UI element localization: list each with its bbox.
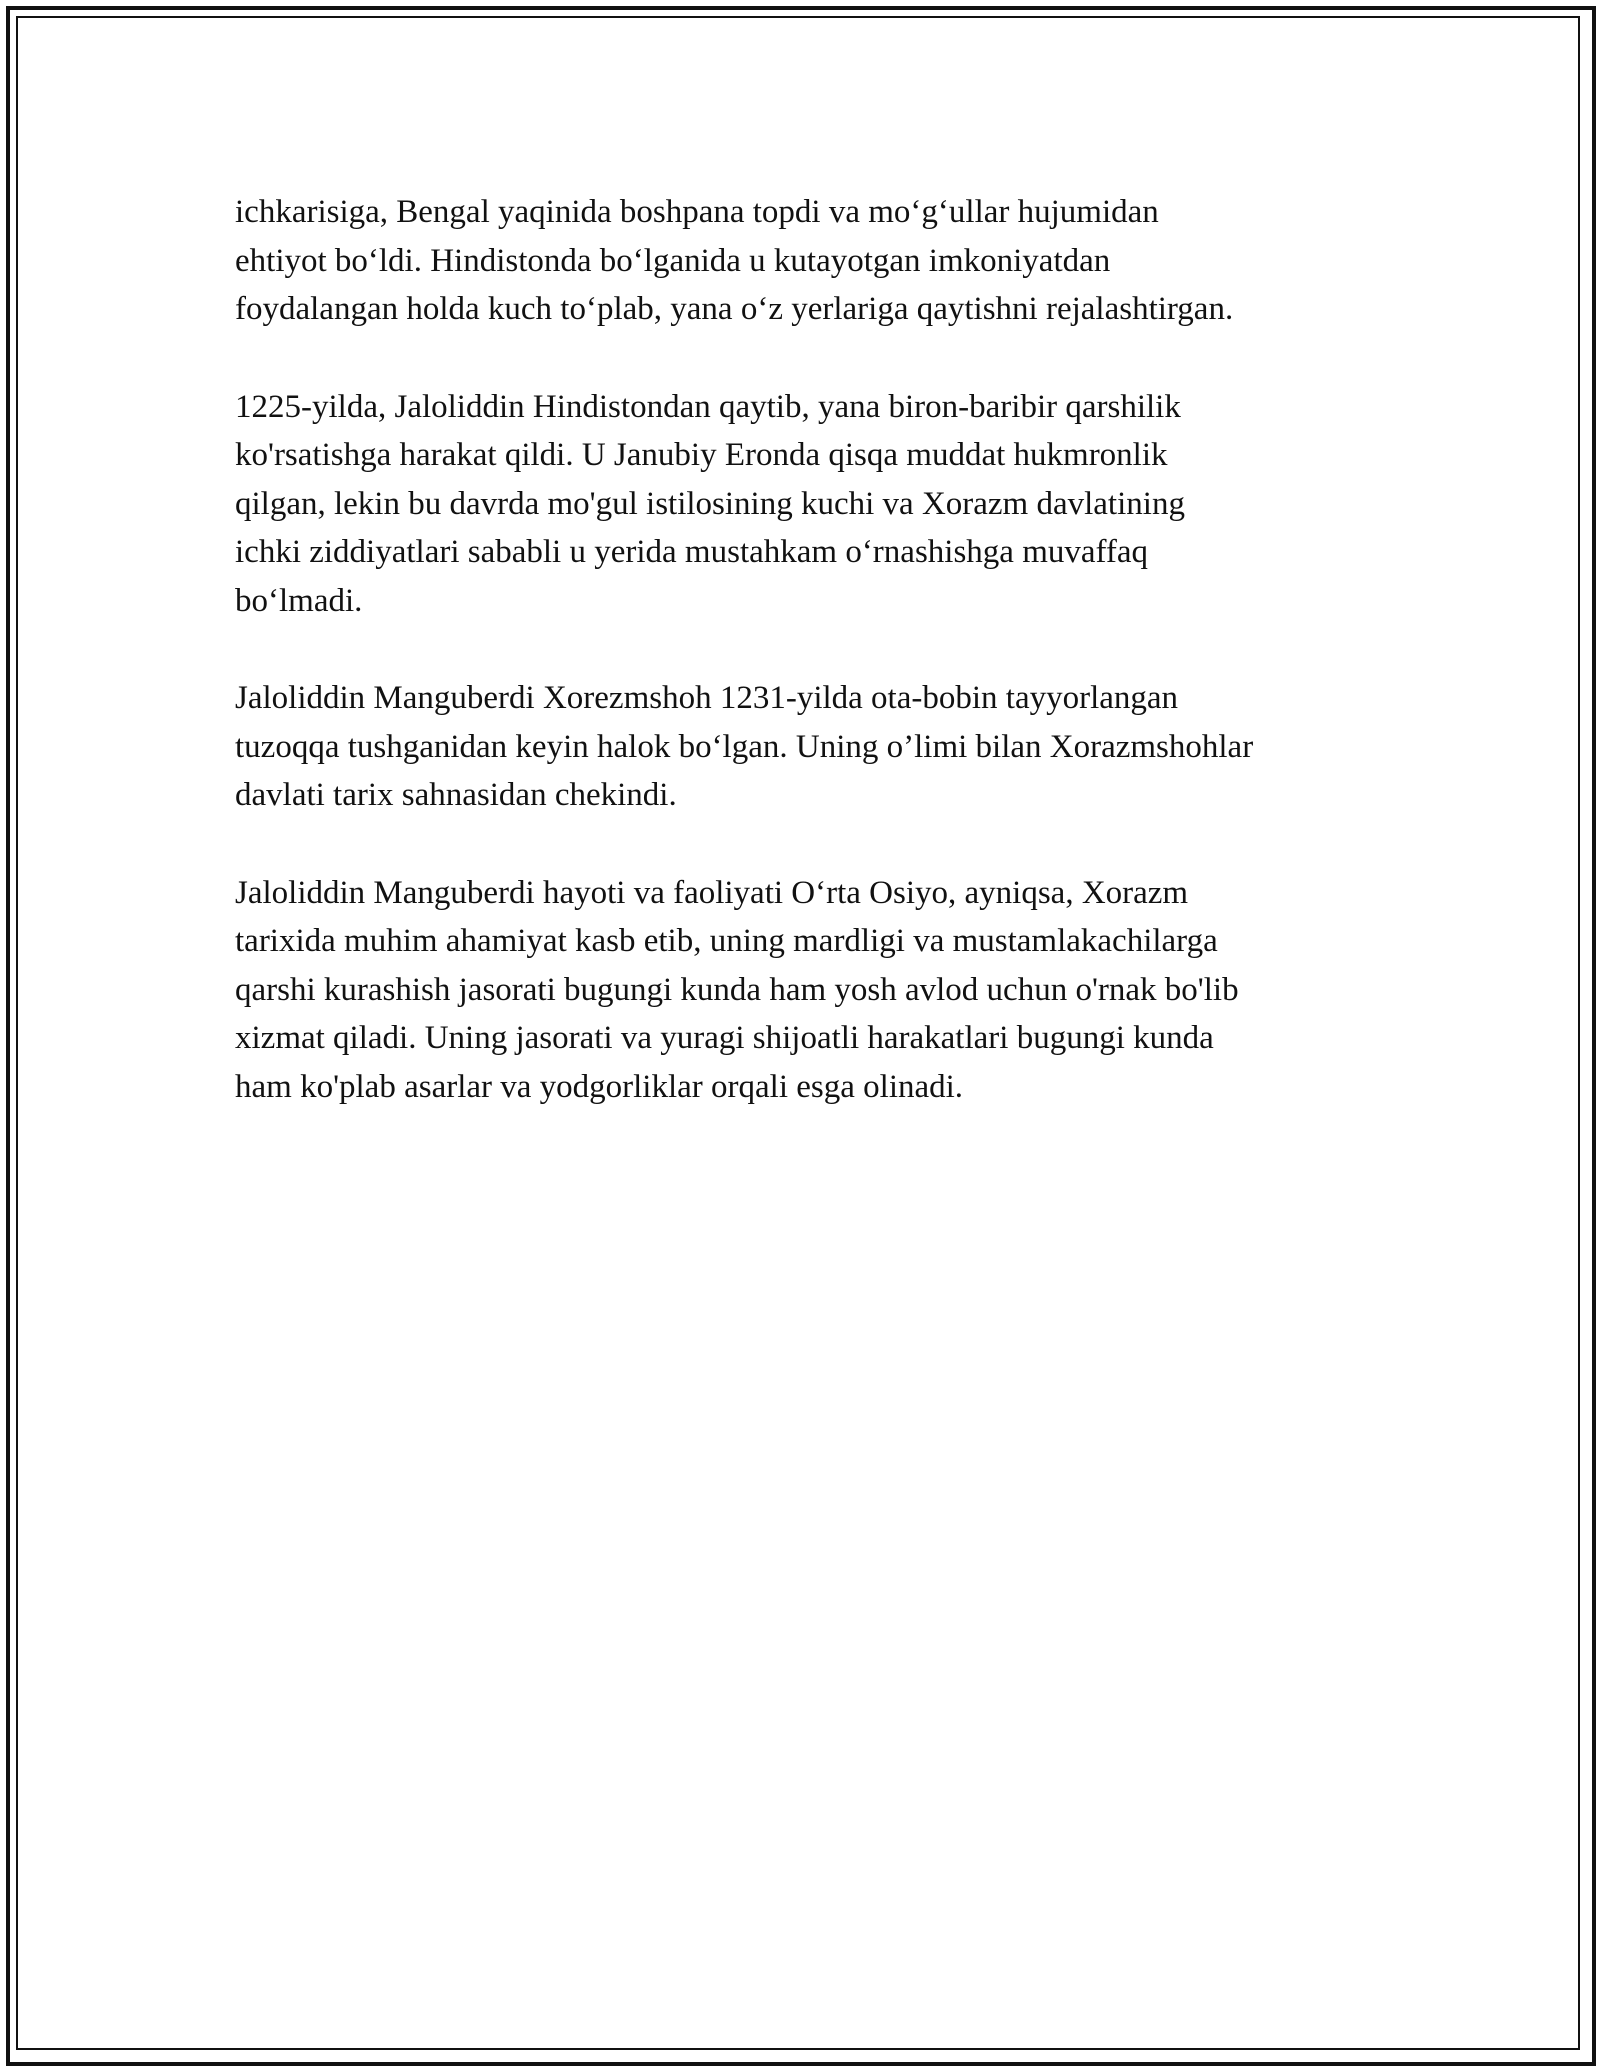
- document-body: [235, 188, 1375, 1160]
- paragraph-1: ichkarisiga, Bengal yaqinida boshpana topdi va mo‘g‘ullar hujumidan ehtiyot bo‘ldi. Hindistonda bo‘lganida u kutayotgan imkoniyatdan foydalangan holda kuch to‘plab, yana o‘z yerlariga qaytishni rejalashtirgan.: [235, 194, 1234, 327]
- paragraph-2: 1225-yilda, Jaloliddin Hindistondan qaytib, yana biron-baribir qarshilik ko'rsatishga harakat qildi. U Janubiy Eronda qisqa muddat hukmronlik qilgan, lekin bu davrda mo'gul istilosining kuchi va Xorazm davlatining ichki ziddiyatlari sababli u yerida mustahkam o‘rnashishga muvaffaq bo‘lmadi.: [235, 388, 1185, 619]
- paragraph-3: Jaloliddin Manguberdi Xorezmshoh 1231-yilda ota-bobin tayyorlangan tuzoqqa tushganidan keyin halok bo‘lgan. Uning o’limi bilan Xorazmshohlar davlati tarix sahnasidan chekindi.: [235, 680, 1254, 813]
- paragraph-4: Jaloliddin Manguberdi hayoti va faoliyati O‘rta Osiyo, ayniqsa, Xorazm tarixida muhim ahamiyat kasb etib, uning mardligi va mustamlakachilarga qarshi kurashish jasorati bugungi kunda ham yosh avlod uchun o'rnak bo'lib xizmat qiladi. Uning jasorati va yuragi shijoatli harakatlari bugungi kunda ham ko'plab asarlar va yodgorliklar orqali esga olinadi.: [235, 874, 1239, 1105]
